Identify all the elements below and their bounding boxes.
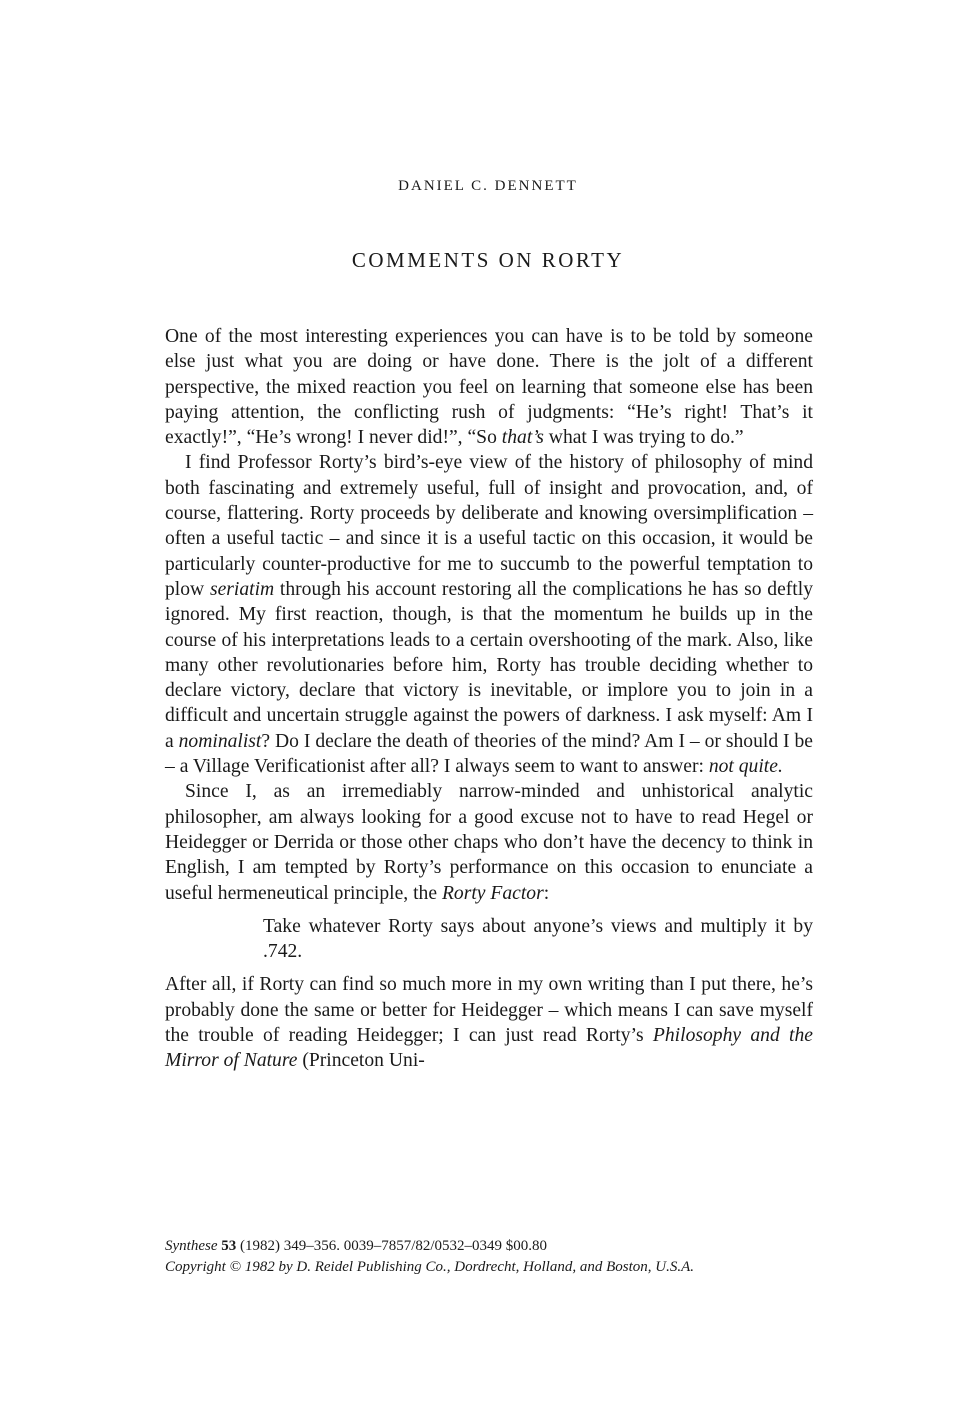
paragraph-2-text-c: through his account restoring all the complications he has so deftly ignored. My first reaction, though, is that the momentum he builds up in the course of his interpretations leads to a certain overshooting of the mark. Also, like many other revolutionaries before him, Rorty has trouble deciding whether to declare victory, declare that victory is inevitable, or implore you to join in a difficult and uncertain struggle against the powers of darkness. I ask myself: Am I a	[165, 578, 813, 752]
article-body	[165, 324, 813, 1074]
paragraph-2-seriatim: seriatim	[209, 578, 275, 600]
paragraph-2-text-a: I find Professor Rorty’s bird’s-eye view of the history of philosophy of mind both fascinating and extremely useful, full of insight and provocation, and, of course, flattering. Rorty proceeds by deliberate and knowing oversimplification – often a useful tactic – and since it is a useful tactic on this occasion, it would be particularly counter-productive for me to succumb to the powerful temptation to plow	[165, 452, 813, 600]
paragraph-4	[165, 972, 813, 1073]
author-name: DANIEL C. DENNETT	[398, 178, 578, 194]
paragraph-4-text-c: (Princeton Uni-	[297, 1050, 425, 1072]
paragraph-4-book-title: Philosophy and the Mirror of Nature	[165, 1025, 813, 1072]
paragraph-3-text-c: :	[543, 882, 550, 904]
copyright-line: Copyright © 1982 by D. Reidel Publishing Co., Dordrecht, Holland, and Boston, U.S.A.	[165, 1259, 694, 1275]
footer	[165, 1236, 825, 1278]
paragraph-1-emphasis: that’s	[501, 427, 544, 449]
paragraph-1-text-a: One of the most interesting experiences you can have is to be told by someone else just what you are doing or have done. There is the jolt of a different perspective, the mixed reaction you feel on learning that someone else has been paying attention, the conflicting rush of judgments: “He’s right! That’s it exactly!”, “He’s wrong! I never did!”, “So	[165, 326, 813, 449]
journal-name: Synthese	[165, 1238, 218, 1254]
paragraph-2-not-quite: not quite.	[708, 756, 783, 778]
paragraph-4-text-a: After all, if Rorty can find so much more in my own writing than I put there, he’s probably done the same or better for Heidegger – which means I can save myself the trouble of reading Heidegger; I can just read Rorty’s	[165, 974, 813, 1047]
paragraph-2	[165, 450, 813, 779]
journal-volume: 53	[221, 1238, 237, 1254]
paragraph-1-text-c: what I was trying to do.”	[543, 427, 744, 449]
paragraph-3-rorty-factor: Rorty Factor	[441, 882, 544, 904]
paragraph-3	[165, 779, 813, 905]
citation-line	[165, 1236, 825, 1257]
paragraph-2-nominalist: nominalist	[178, 730, 262, 752]
article-title: COMMENTS ON RORTY	[351, 248, 625, 272]
paragraph-1	[165, 324, 813, 450]
citation-details: (1982) 349–356. 0039–7857/82/0532–0349 $00.80	[236, 1238, 548, 1254]
paragraph-3-text-a: Since I, as an irremediably narrow-minded and unhistorical analytic philosopher, am always looking for a good excuse not to have to read Hegel or Heidegger or Derrida or those other chaps who don’t have the decency to think in English, I am tempted by Rorty’s performance on this occasion to enunciate a useful hermeneutical principle, the	[165, 781, 813, 904]
block-quote: Take whatever Rorty says about anyone’s views and multiply it by .742.	[263, 915, 813, 963]
paragraph-2-text-e: ? Do I declare the death of theories of the mind? Am I – or should I be – a Village Verificationist after all? I always seem to want to answer:	[165, 730, 813, 778]
